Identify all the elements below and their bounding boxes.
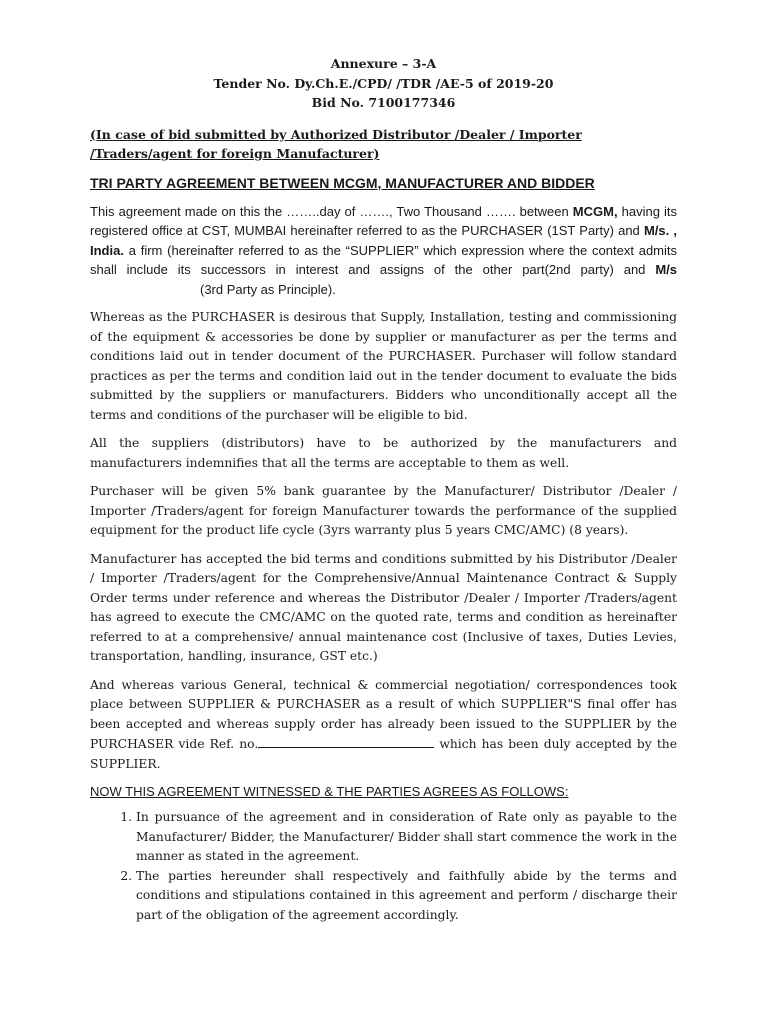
para1-text-4: (3rd Party as Principle). xyxy=(200,281,336,297)
para6-text-1: And whereas various General, technical & commercial negotiation/ correspondences took place between SUPPLIER & PURCHASER as a result of which SUPPLIER"S final offer has been accepted and whereas supply order has already been issued to the SUPPLIER by the PURCHASER vide Ref. no. xyxy=(90,677,677,751)
intro-note: (In case of bid submitted by Authorized Distributor /Dealer / Importer /Traders/agent for foreign Manufacturer) xyxy=(90,126,582,161)
paragraph-authorization: All the suppliers (distributors) have to be authorized by the manufacturers and manufacturers indemnifies that all the terms are acceptable to them as well. xyxy=(90,436,677,470)
clause-list xyxy=(90,808,677,925)
witness-heading: NOW THIS AGREEMENT WITNESSED & THE PARTIES AGREES AS FOLLOWS: xyxy=(90,784,569,799)
annexure-title: Annexure – 3-A xyxy=(330,56,437,71)
agreement-title: TRI PARTY AGREEMENT BETWEEN MCGM, MANUFACTURER AND BIDDER xyxy=(90,174,595,191)
paragraph-whereas: Whereas as the PURCHASER is desirous that Supply, Installation, testing and commissioning of the equipment & accessories be done by supplier or manufacturer as per the terms and conditions laid out in tender document of the PURCHASER. Purchaser will follow standard practices as per the terms and condition laid out in the tender document to evaluate the bids submitted by the suppliers or manufacturers. Bidders who unconditionally accept all the terms and conditions of the purchaser will be eligible to bid. xyxy=(90,310,677,422)
para1-text-1: This agreement made on this the ……..day of ……., Two Thousand ……. between xyxy=(90,203,573,219)
party-mcgm: MCGM, xyxy=(572,203,618,219)
party-principle: M/s xyxy=(655,262,677,277)
para6-text-2: which has been duly accepted by the SUPPLIER. xyxy=(90,737,677,771)
clause-item: 1. In pursuance of the agreement and in consideration of Rate only as payable to the Manufacturer/ Bidder, the Manufacturer/ Bidder shall start commence the work in the manner as stated in the agreement. xyxy=(136,808,677,867)
para1-text-3: a firm (hereinafter referred to as the “SUPPLIER” which expression where the context admits shall include its successors in interest and assigns of the other part(2nd party) and xyxy=(90,242,677,277)
paragraph-negotiation xyxy=(90,676,677,775)
bid-number: Bid No. 7100177346 xyxy=(311,95,456,110)
para1-text-2: having its registered office at CST, MUMBAI hereinafter referred to as the PURCHASER (1ST Party) and xyxy=(90,203,677,238)
paragraph-parties xyxy=(90,202,677,300)
paragraph-bank-guarantee: Purchaser will be given 5% bank guarantee by the Manufacturer/ Distributor /Dealer / Importer /Traders/agent for foreign Manufacturer towards the performance of the supplied equipment for the product life cycle (3yrs warranty plus 5 years CMC/AMC) (8 years). xyxy=(90,484,677,537)
document-page xyxy=(90,54,677,925)
party-supplier: M/s. , India. xyxy=(90,223,677,258)
tender-number: Tender No. Dy.Ch.E./CPD/ /TDR /AE-5 of 2019-20 xyxy=(213,75,554,91)
reference-number-blank xyxy=(258,734,434,748)
clause-item: 2. The parties hereunder shall respectively and faithfully abide by the terms and conditions and stipulations contained in this agreement and perform / discharge their part of the obligation of the agreement accordingly. xyxy=(136,867,677,926)
paragraph-manufacturer: Manufacturer has accepted the bid terms and conditions submitted by his Distributor /Dealer / Importer /Traders/agent for the Comprehensive/Annual Maintenance Contract & Supply Order terms under reference and whereas the Distributor /Dealer / Importer /Traders/agent has agreed to execute the CMC/AMC on the quoted rate, terms and condition as hereinafter referred to at a comprehensive/ annual maintenance cost (Inclusive of taxes, Duties Levies, transportation, handling, insurance, GST etc.) xyxy=(90,551,677,663)
